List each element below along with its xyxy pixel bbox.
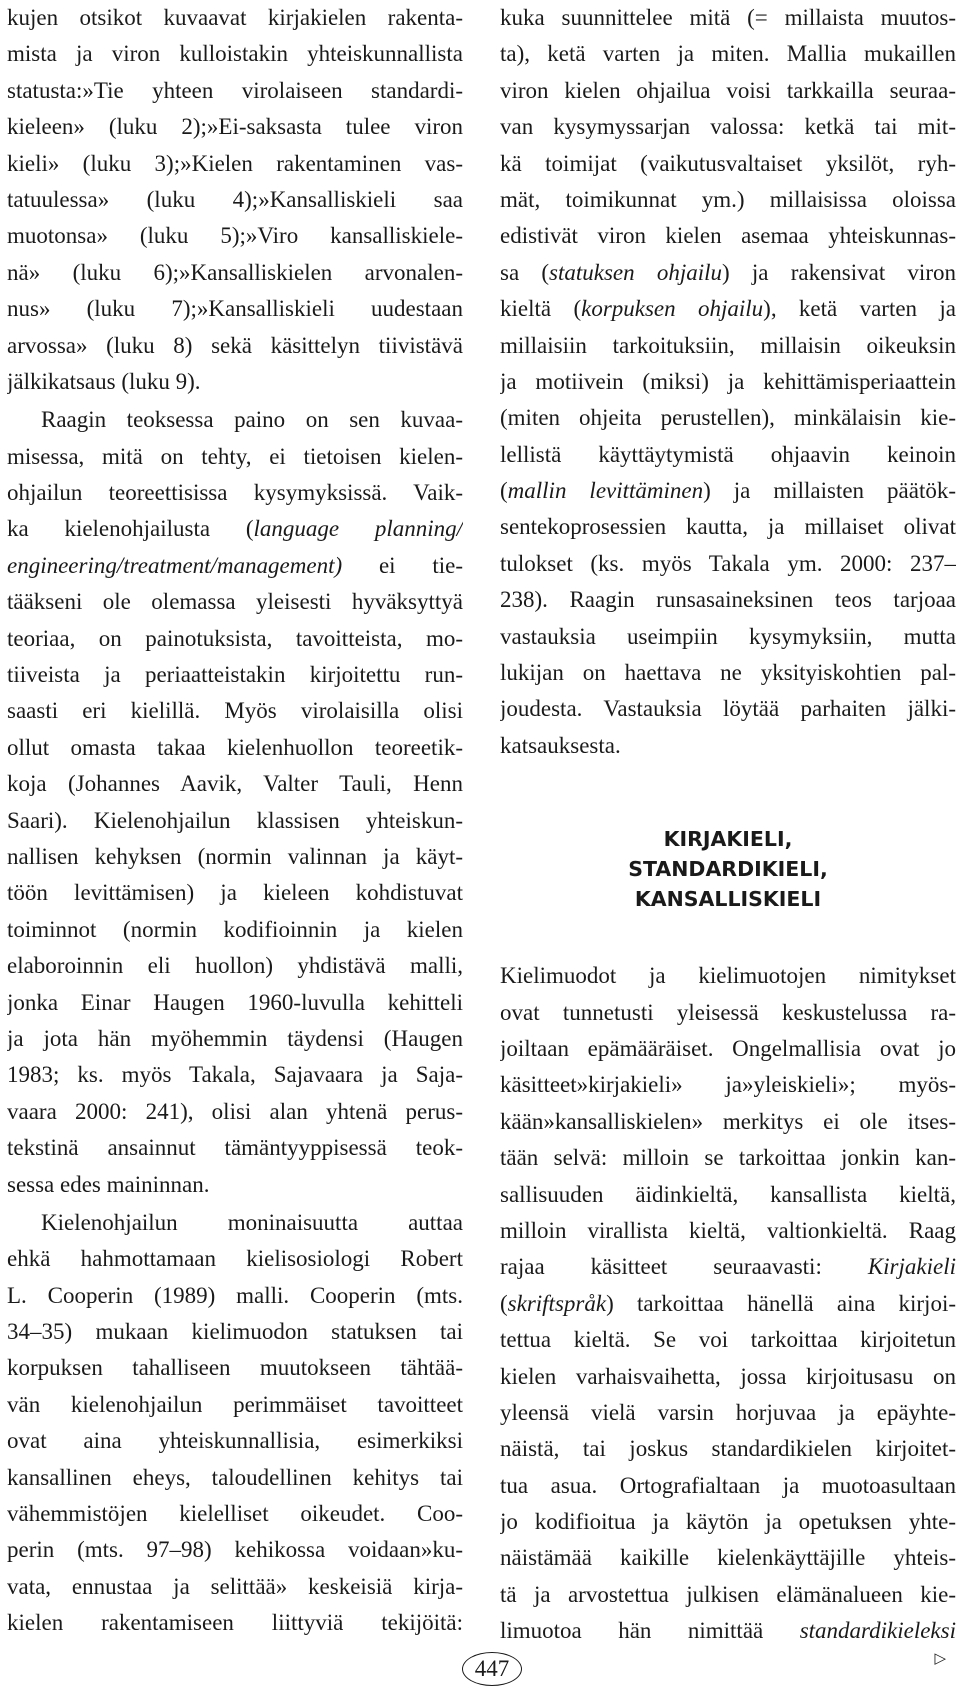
- text-line: töön levittämisen) ja kieleen kohdistuvat: [7, 880, 463, 906]
- text-line: tettua kieltä. Se voi tarkoittaa kirjoitetun: [500, 1327, 956, 1353]
- heading-line: KANSALLISKIELI: [634, 887, 822, 912]
- text-run: (: [500, 1290, 508, 1316]
- text-line: tiiveista ja periaatteistakin kirjoitettu run-: [7, 662, 463, 688]
- text-line: ja motiivein (miksi) ja kehittämisperiaattein: [500, 368, 956, 394]
- text-line: kujen otsikot kuvaavat kirjakielen rakenta-: [7, 5, 463, 30]
- text-line: teoriaa, on painotuksista, tavoitteista, mo-: [7, 625, 463, 651]
- text-run: kieltä (: [500, 296, 582, 322]
- text-line: tulokset (ks. myös Takala ym. 2000: 237–: [500, 550, 956, 576]
- text-line: lukijan on haettava ne yksityiskohtien pal-: [500, 660, 956, 686]
- text-line: kansallinen eheys, taloudellinen kehitys tai: [7, 1464, 463, 1490]
- text-line: jonka Einar Haugen 1960-luvulla kehitteli: [7, 989, 463, 1015]
- text-run: ) tarkoittaa hänellä aina kirjoi-: [606, 1290, 956, 1316]
- text-line: joiltaan epämääräiset. Ongelmallisia ovat jo: [500, 1035, 956, 1061]
- text-line: nä» (luku 6);»Kansalliskielen arvonalen-: [7, 259, 463, 285]
- text-line: ehkä hahmottamaan kielisosiologi Robert: [7, 1246, 463, 1272]
- text-line: sallisuuden äidinkieltä, kansallista kieltä,: [500, 1181, 956, 1207]
- text-line: [500, 291, 956, 327]
- text-line: kään»kansalliskielen» merkitys ei ole itses-: [500, 1108, 956, 1134]
- text-line: tatuulessa» (luku 4);»Kansalliskieli saa: [7, 186, 463, 212]
- text-line: ovat aina yhteiskunnallisia, esimerkiksi: [7, 1428, 463, 1454]
- text-line: sessa edes maininnan.: [7, 1171, 210, 1197]
- text-line: tekstinä ansainnut tämäntyyppisessä teok-: [7, 1135, 463, 1161]
- heading-line: STANDARDIKIELI,: [628, 857, 828, 882]
- text-run: ) ja millaisten päätök-: [703, 478, 956, 504]
- text-line: käsitteet»kirjakieli» ja»yleiskieli»; myös-: [500, 1072, 956, 1098]
- paragraph-first-line: Raagin teoksessa paino on sen kuvaa-: [41, 407, 463, 433]
- text-line: vän kielenohjailun perimmäiset tavoitteet: [7, 1391, 463, 1417]
- italic-term: standardikieleksi: [799, 1618, 956, 1644]
- section-heading: [500, 824, 956, 914]
- text-line: vastauksia useimpiin kysymyksiin, mutta: [500, 623, 956, 649]
- text-line: koja (Johannes Aavik, Valter Tauli, Henn: [7, 771, 463, 797]
- text-line: mista ja viron kulloistakin yhteiskunnallista: [7, 41, 463, 67]
- italic-term: engineering/treatment/management): [7, 552, 343, 578]
- text-line: lellistä käyttäytymistä ohjaavin keinoin: [500, 441, 956, 467]
- text-line: kielen varhaisvaihetta, jossa kirjoitusasu on: [500, 1363, 956, 1389]
- text-line: vaara 2000: 241), olisi alan yhtenä perus-: [7, 1098, 463, 1124]
- text-line: 238). Raagin runsasaineksinen teos tarjoaa: [500, 587, 956, 613]
- text-line: muotonsa» (luku 5);»Viro kansalliskiele-: [7, 223, 463, 249]
- text-run: ka kielenohjailusta (: [7, 516, 254, 542]
- text-run: rajaa käsitteet seuraavasti:: [500, 1254, 868, 1280]
- text-line: ta), ketä varten ja miten. Mallia mukaillen: [500, 41, 956, 67]
- italic-term: skriftspråk: [507, 1290, 607, 1316]
- text-line: millaisiin tarkoituksiin, millaisin oikeuksin: [500, 332, 956, 358]
- text-line: nallisen kehyksen (normin valinnan ja käyt-: [7, 843, 463, 869]
- text-line: ohjailun teoreettisissa kysymyksissä. Vaik-: [7, 480, 463, 506]
- text-line: kuka suunnittelee mitä (= millaista muutos-: [500, 5, 956, 30]
- text-line: korpuksen tahalliseen muutokseen tähtää-: [7, 1355, 463, 1381]
- text-line: [7, 548, 463, 584]
- text-line: joudesta. Vastauksia löytää parhaiten jälki-: [500, 696, 956, 722]
- heading-line: KIRJAKIELI,: [663, 827, 793, 852]
- text-line: [500, 1249, 956, 1285]
- text-line: ollut omasta takaa kielenhuollon teoreetik-: [7, 734, 463, 760]
- paragraph-first-line: Kielimuodot ja kielimuotojen nimitykset: [500, 963, 956, 989]
- text-line: tua asua. Ortografialtaan ja muotoasultaan: [500, 1472, 956, 1498]
- italic-term: mallin levittäminen: [507, 478, 704, 504]
- text-line: tä ja arvostettua julkisen elämänalueen kie-: [500, 1581, 956, 1607]
- text-line: jälkikatsaus (luku 9).: [7, 368, 201, 394]
- text-run: ), ketä varten ja: [763, 296, 956, 322]
- text-line: [7, 511, 463, 547]
- text-line: kieleen» (luku 2);»Ei-saksasta tulee viron: [7, 114, 463, 140]
- italic-term: statuksen ohjailu: [549, 259, 723, 285]
- text-line: Saari). Kielenohjailun klassisen yhteiskun-: [7, 807, 463, 833]
- text-line: ovat tunnetusti yleisessä keskustelussa ra-: [500, 999, 956, 1025]
- text-run: sa (: [500, 259, 550, 285]
- text-line: kä toimijat (vaikutusvaltaiset yksilöt, ryh-: [500, 150, 956, 176]
- continuation-arrow-icon: ▷: [934, 1649, 946, 1667]
- text-line: 34–35) mukaan kielimuodon statuksen tai: [7, 1319, 463, 1345]
- text-line: van kysymyssarjan valossa: ketkä tai mit-: [500, 114, 956, 140]
- text-run: ei tie-: [342, 552, 463, 578]
- text-line: nus» (luku 7);»Kansalliskieli uudestaan: [7, 296, 463, 322]
- text-line: yleensä vielä varsin horjuvaa ja epäyhte-: [500, 1399, 956, 1425]
- text-line: sentekoprosessien kautta, ja millaiset olivat: [500, 514, 956, 540]
- italic-term: language planning/: [253, 516, 463, 542]
- text-line: edistivät viron kielen asemaa yhteiskunnas-: [500, 223, 956, 249]
- text-line: tään selvä: milloin se tarkoittaa jonkin kan-: [500, 1145, 956, 1171]
- text-line: viron kielen ohjailua voisi tarkkailla seuraa-: [500, 77, 956, 103]
- text-line: vata, ennustaa ja selittää» keskeisiä kirja-: [7, 1573, 463, 1599]
- italic-term: Kirjakieli: [867, 1254, 956, 1280]
- text-run: ) ja rakensivat viron: [722, 259, 956, 285]
- text-line: 1983; ks. myös Takala, Sajavaara ja Saja-: [7, 1062, 463, 1088]
- text-line: toiminnot (normin kodifioinnin ja kielen: [7, 916, 463, 942]
- page-number: 447: [462, 1652, 522, 1686]
- text-line: tääkseni ole olemassa yleisesti hyväksyttyä: [7, 589, 463, 615]
- text-line: (miten ohjeita perustellen), minkälaisin kie-: [500, 405, 956, 431]
- text-line: statusta:»Tie yhteen virolaiseen standardi-: [7, 77, 463, 103]
- text-line: elaboroinnin eli huollon) yhdistävä malli,: [7, 953, 463, 979]
- paragraph-first-line: Kielenohjailun moninaisuutta auttaa: [41, 1209, 463, 1235]
- text-line: katsauksesta.: [500, 732, 621, 758]
- text-line: [500, 473, 956, 509]
- text-line: saasti eri kielillä. Myös virolaisilla olisi: [7, 698, 463, 724]
- right-column: [500, 0, 956, 1650]
- text-line: kielen rakentamiseen liittyviä tekijöitä:: [7, 1610, 463, 1636]
- italic-term: korpuksen ohjailu: [581, 296, 764, 322]
- text-line: näistämää kaikille kielenkäyttäjille yhteis-: [500, 1545, 956, 1571]
- text-line: vähemmistöjen kielelliset oikeudet. Coo-: [7, 1501, 463, 1527]
- left-column: [7, 0, 463, 1642]
- text-run: (: [500, 478, 508, 504]
- text-line: arvossa» (luku 8) sekä käsittelyn tiivistävä: [7, 332, 463, 358]
- text-line: kieli» (luku 3);»Kielen rakentaminen vas-: [7, 150, 463, 176]
- text-line: L. Cooperin (1989) malli. Cooperin (mts.: [7, 1282, 463, 1308]
- text-line: jo kodifioitua ja käytön ja opetuksen yhte-: [500, 1509, 956, 1535]
- text-line: misessa, mitä on tehty, ei tietoisen kielen-: [7, 443, 463, 469]
- text-line: perin (mts. 97–98) kehikossa voidaan»ku-: [7, 1537, 463, 1563]
- text-line: ja jota hän myöhemmin täydensi (Haugen: [7, 1025, 463, 1051]
- text-line: [500, 255, 956, 291]
- text-run: limuotoa hän nimittää: [500, 1618, 800, 1644]
- text-line: mät, toimikunnat ym.) millaisissa oloissa: [500, 186, 956, 212]
- text-line: milloin virallista kieltä, valtionkieltä. Raag: [500, 1217, 956, 1243]
- text-line: [500, 1613, 956, 1649]
- text-line: [500, 1286, 956, 1322]
- text-line: näistä, tai joskus standardikielen kirjoitet-: [500, 1436, 956, 1462]
